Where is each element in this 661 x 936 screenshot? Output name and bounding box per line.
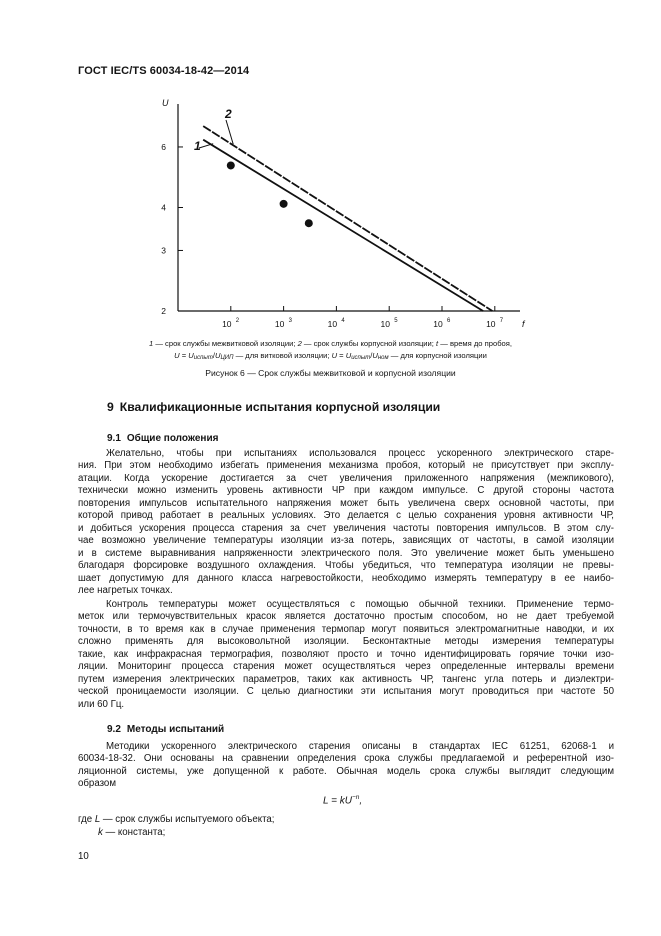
section-title: Квалификационные испытания корпусной изоляции (119, 400, 441, 414)
page-number: 10 (78, 851, 89, 862)
formula-tail: , (359, 795, 363, 807)
life-model-formula (323, 794, 362, 806)
chart-labels (162, 98, 526, 329)
x-tick-exponent: 2 (235, 318, 240, 324)
paragraph-line: и в системе выравнивания напряженности электрического поля. Это увеличение может быть уменьшено (78, 547, 614, 559)
x-tick-label: 10 (327, 319, 338, 329)
where-line-1 (78, 814, 275, 827)
legend-key-t: t (436, 339, 439, 348)
legend-u-d: U (331, 351, 338, 360)
data-point (305, 219, 313, 227)
x-tick-label: 10 (433, 319, 443, 329)
subsection-number: 9.2 (107, 724, 121, 735)
y-tick-label: 4 (161, 202, 166, 213)
paragraph-9-1-1 (78, 448, 614, 597)
paragraph-line: Желательно, чтобы при испытаниях использовался процесс ускоренного электрического старе- (106, 448, 614, 459)
y-tick-label: 2 (161, 306, 166, 316)
where-text-k: — константа; (102, 826, 166, 838)
series-line-2 (203, 126, 492, 311)
paragraph-line: лее нагретых точках. (78, 584, 173, 596)
legend-text-5: — для корпусной изоляции (388, 351, 487, 360)
legend-u-a: U (174, 351, 180, 360)
paragraph-line: технически можно изменить уровень активности ЧР при каждом импульсе. С другой стороны частота (78, 485, 614, 497)
y-tick-label: 6 (161, 141, 166, 152)
paragraph-line: чае возможно увеличение температуры изоляции из-за потерь, зависящих от частоты, в самой изоляции (78, 535, 614, 547)
subsection-heading-9-1 (107, 433, 218, 444)
x-tick-label: 10 (380, 319, 390, 329)
paragraph-line: путем измерения электрических параметров, таких как активность ЧР, тангенс угла потерь и диэлектри- (78, 673, 614, 685)
x-tick-label: 10 (222, 319, 232, 329)
formula-main: L = kU (323, 795, 352, 807)
x-tick-exponent: 4 (341, 318, 345, 324)
series-line-1 (203, 140, 483, 311)
paragraph-line: ляции. Мониторинг процесса старения может осуществляться через определенные интервалы времени (78, 661, 614, 673)
legend-u-e: U (345, 351, 352, 360)
y-axis-label: U (162, 98, 169, 108)
paragraph-line: атации. Когда ускорение достигается за счет увеличения приложенного напряжения (межпикового), (78, 472, 614, 484)
legend-text-3: — время до пробоя, (438, 339, 512, 348)
legend-sub-c: ЦИП (220, 355, 234, 361)
paragraph-9-1-2 (78, 599, 614, 711)
subsection-title: Общие положения (126, 433, 219, 444)
x-tick-exponent: 3 (288, 318, 292, 324)
chart-axes (178, 104, 520, 311)
x-tick-exponent: 5 (394, 318, 398, 324)
series-1-leader (199, 144, 213, 148)
legend-text-4: — для витковой изоляции; (233, 351, 332, 360)
paragraph-9-2-1 (78, 741, 614, 791)
x-tick-exponent: 7 (499, 318, 504, 324)
formula-exponent: −n (352, 794, 360, 801)
paragraph-line: Контроль температуры может осуществляться с помощью обычной техники. Применение термо- (106, 599, 614, 610)
series-2-label: 2 (225, 107, 232, 121)
data-point (280, 200, 288, 208)
paragraph-line: которой привод работает в реальных условиях. Это делается с целью сохранения уровня активности ЧР, (78, 510, 614, 522)
legend-key-1: 1 (149, 339, 154, 348)
legend-u-b: U (188, 351, 194, 360)
paragraph-line: точности, в то время как в случае применения термопар могут появиться электромагнитные наводки, и их (78, 623, 614, 635)
paragraph-line: ческой проницаемости изоляции. С целью диагностики эти испытания могут проводиться при частоте 50 (78, 686, 614, 698)
paragraph-line: повторения импульсов испытательного напряжения может быть увеличена сверх основной частоты, при (78, 497, 614, 509)
where-text-L: — срок службы испытуемого объекта; (100, 814, 275, 825)
paragraph-line: сложно применять для высоковольтной изоляции. Бесконтактные методы измерения температуры (78, 636, 614, 648)
chart-series (203, 126, 492, 311)
subsection-title: Методы испытаний (126, 724, 225, 735)
x-tick-label: 10 (274, 319, 285, 329)
section-heading (107, 400, 440, 414)
document-header: ГОСТ IEC/TS 60034-18-42—2014 (78, 65, 250, 77)
legend-text-1: — срок службы межвитковой изоляции; (153, 339, 298, 348)
figure-caption: Рисунок 6 — Срок службы межвитковой и корпусной изоляции (205, 368, 456, 378)
legend-text-2: — срок службы корпусной изоляции; (301, 339, 437, 348)
where-line-2 (78, 827, 275, 840)
paragraph-line: или 60 Гц. (78, 698, 125, 710)
paragraph-line: шает допустимую для данного класса нагревостойкости, необходимо измерять температуру в ее наибо- (78, 572, 614, 584)
data-point (227, 161, 235, 169)
x-axis-label: f (522, 319, 525, 329)
paragraph-line: Методики ускоренного электрического старения описаны в стандартах IEC 61251, 62068-1 и (106, 741, 614, 752)
paragraph-line: меток или термочувствительных красок является достаточно простым способом, но не дает требуемой (78, 611, 614, 623)
legend-sub-e: испыт (351, 355, 371, 361)
legend-slash-a: / (212, 351, 215, 360)
legend-key-2: 2 (297, 339, 302, 348)
chart-ticks (161, 142, 504, 329)
paragraph-line: такие, как инфракрасная термография, позволяют просто и точно идентифицировать горячие точки изо- (78, 648, 614, 660)
legend-u-f: U (372, 351, 378, 360)
legend-sub-b: испыт (193, 355, 213, 361)
paragraph-line: 60034-18-32. Они основаны на сравнении определения срока службы предлагаемой и референтной изо- (78, 753, 614, 765)
legend-sub-f: ном (377, 355, 389, 361)
paragraph-line: ния. При этом необходимо избегать применения механизма пробоя, который не присутствует при эксплу- (78, 460, 614, 472)
legend-eq-b: = (337, 351, 346, 360)
y-tick-label: 3 (161, 245, 166, 256)
formula-explanation (78, 814, 275, 839)
paragraph-line: благодаря форсировке воздушного охлаждения. Чтобы убедиться, что температура изоляции не превы- (78, 560, 614, 572)
subsection-heading-9-2 (107, 724, 224, 735)
subsection-number: 9.1 (107, 433, 121, 444)
paragraph-line: образом (78, 778, 116, 790)
section-number: 9 (107, 400, 114, 414)
paragraph-line: ляционной системы, уже допущенной к работе. Обычная модель срока службы выглядит следующим (78, 765, 614, 777)
where-var-k: k (98, 826, 103, 838)
where-prefix: где (78, 814, 95, 825)
figure-legend-line-1 (0, 338, 661, 349)
legend-slash-b: / (370, 351, 373, 360)
chart-points (227, 161, 313, 227)
x-tick-label: 10 (486, 319, 496, 329)
paragraph-line: и добиться ускорения процесса старения за счет увеличения частоты повторения импульсов. В этом слу- (78, 522, 614, 534)
x-tick-exponent: 6 (447, 318, 451, 324)
series-1-label: 1 (194, 139, 201, 153)
legend-eq-a: = (179, 351, 189, 360)
where-var-L: L (94, 814, 101, 825)
figure-legend-line-2 (0, 350, 661, 364)
figure-6-chart (0, 0, 661, 340)
legend-u-c: U (214, 351, 221, 360)
